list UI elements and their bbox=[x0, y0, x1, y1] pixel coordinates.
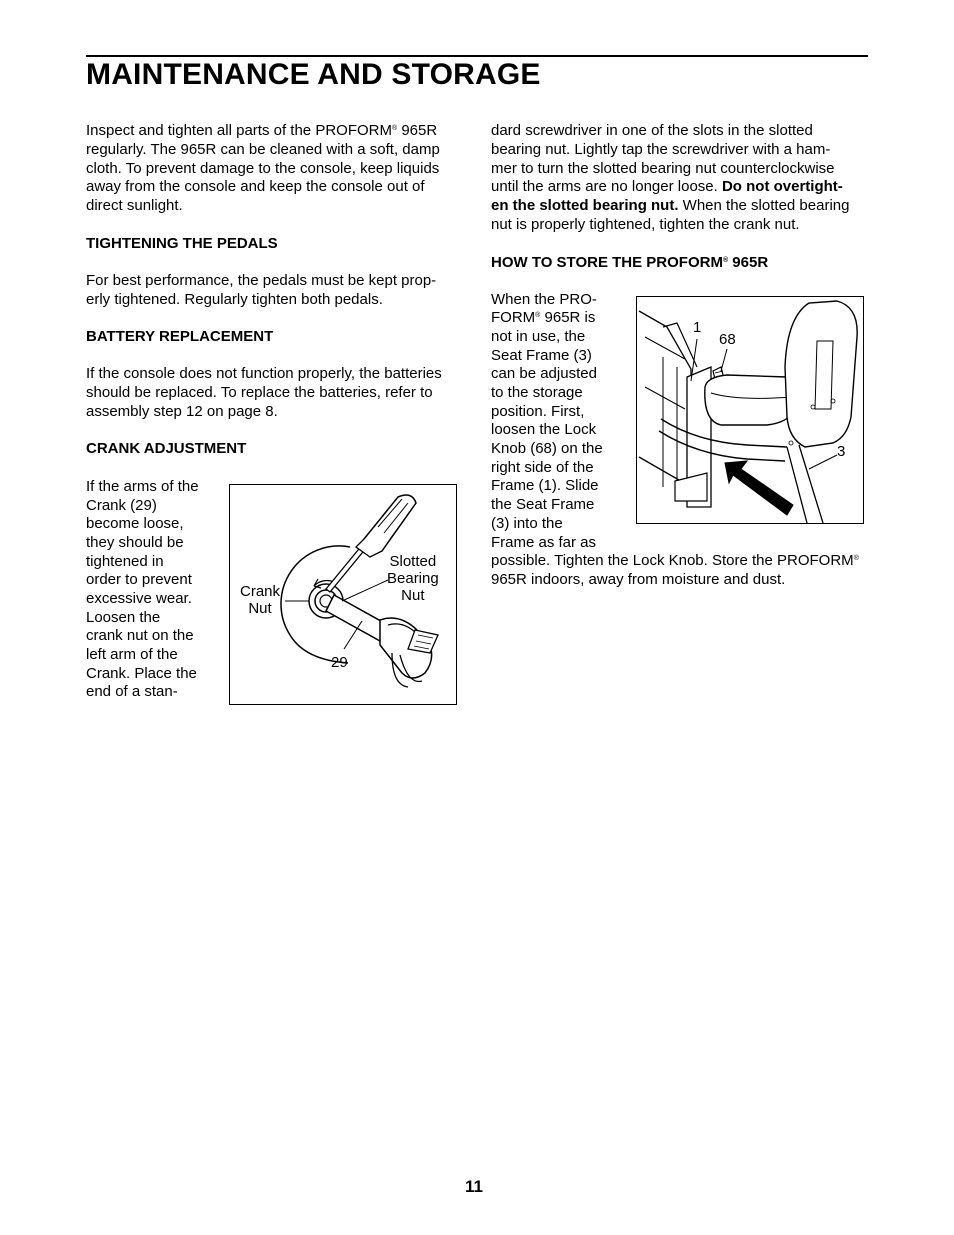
battery-line-2: should be replaced. To replace the batteries, refer to bbox=[86, 384, 433, 401]
right-line-4: until the arms are no longer loose. Do not overtight- bbox=[491, 178, 843, 195]
crank-line: end of a stan- bbox=[86, 683, 178, 700]
pedals-line-1: For best performance, the pedals must be kept prop- bbox=[86, 272, 437, 289]
storage-line: right side of the bbox=[491, 459, 594, 476]
crank-nut-label: Crank Nut bbox=[240, 583, 281, 617]
right-line-3: mer to turn the slotted bearing nut counterclockwise bbox=[491, 160, 835, 177]
storage-line: can be adjusted bbox=[491, 365, 597, 382]
storage-line: possible. Tighten the Lock Knob. Store the PROFORM® bbox=[491, 552, 859, 569]
intro-line-2: regularly. The 965R can be cleaned with a soft, damp bbox=[86, 141, 440, 158]
crank-figure bbox=[229, 484, 457, 705]
storage-line: Seat Frame (3) bbox=[491, 347, 592, 364]
storage-figure bbox=[636, 296, 864, 524]
crank-line: Loosen the bbox=[86, 609, 161, 626]
lock-knob-68-label: 68 bbox=[719, 331, 736, 348]
storage-line: loosen the Lock bbox=[491, 421, 597, 438]
crank-heading: CRANK ADJUSTMENT bbox=[86, 440, 247, 457]
battery-line-3: assembly step 12 on page 8. bbox=[86, 403, 278, 420]
right-line-2: bearing nut. Lightly tap the screwdriver with a ham- bbox=[491, 141, 831, 158]
crank-line: order to prevent bbox=[86, 571, 192, 588]
crank-line: tightened in bbox=[86, 553, 164, 570]
crank-line: they should be bbox=[86, 534, 184, 551]
pedals-line-2: erly tightened. Regularly tighten both pedals. bbox=[86, 291, 383, 308]
intro-line-1: Inspect and tighten all parts of the PROFORM® 965R bbox=[86, 122, 438, 139]
seat-frame-3-label: 3 bbox=[837, 443, 846, 460]
crank-line: Crank (29) bbox=[86, 497, 157, 514]
right-line-5: en the slotted bearing nut. When the slotted bearing bbox=[491, 197, 850, 214]
page-title: MAINTENANCE AND STORAGE bbox=[86, 58, 541, 91]
crank-line: Crank. Place the bbox=[86, 665, 197, 682]
right-line-6: nut is properly tightened, tighten the crank nut. bbox=[491, 216, 800, 233]
crank-line: become loose, bbox=[86, 515, 184, 532]
battery-heading: BATTERY REPLACEMENT bbox=[86, 328, 274, 345]
page-number: 11 bbox=[465, 1177, 483, 1196]
crank-part-29-label: 29 bbox=[331, 654, 348, 671]
title-rule bbox=[86, 55, 868, 57]
storage-line: 965R indoors, away from moisture and dust. bbox=[491, 571, 786, 588]
battery-line-1: If the console does not function properly, the batteries bbox=[86, 365, 442, 382]
crank-line: crank nut on the bbox=[86, 627, 194, 644]
storage-line: to the storage bbox=[491, 384, 583, 401]
intro-line-5: direct sunlight. bbox=[86, 197, 183, 214]
storage-line: position. First, bbox=[491, 403, 585, 420]
storage-line: not in use, the bbox=[491, 328, 586, 345]
storage-line: Frame as far as bbox=[491, 534, 597, 551]
crank-line: left arm of the bbox=[86, 646, 178, 663]
slotted-bearing-nut-label: Slotted Bearing Nut bbox=[387, 553, 439, 604]
right-line-1: dard screwdriver in one of the slots in the slotted bbox=[491, 122, 813, 139]
crank-line: If the arms of the bbox=[86, 478, 199, 495]
pedals-heading: TIGHTENING THE PEDALS bbox=[86, 235, 278, 252]
intro-line-4: away from the console and keep the console out of bbox=[86, 178, 425, 195]
seat-frame-illustration bbox=[637, 297, 865, 525]
storage-line: (3) into the bbox=[491, 515, 563, 532]
storage-line: When the PRO- bbox=[491, 291, 597, 308]
intro-line-3: cloth. To prevent damage to the console, keep liquids bbox=[86, 160, 440, 177]
storage-line: Knob (68) on the bbox=[491, 440, 603, 457]
storage-line: FORM® 965R is bbox=[491, 309, 596, 326]
storage-line: Frame (1). Slide bbox=[491, 477, 599, 494]
storage-heading: HOW TO STORE THE PROFORM® 965R bbox=[491, 254, 769, 271]
crank-line: excessive wear. bbox=[86, 590, 192, 607]
frame-part-1-label: 1 bbox=[693, 319, 702, 336]
storage-line: the Seat Frame bbox=[491, 496, 595, 513]
